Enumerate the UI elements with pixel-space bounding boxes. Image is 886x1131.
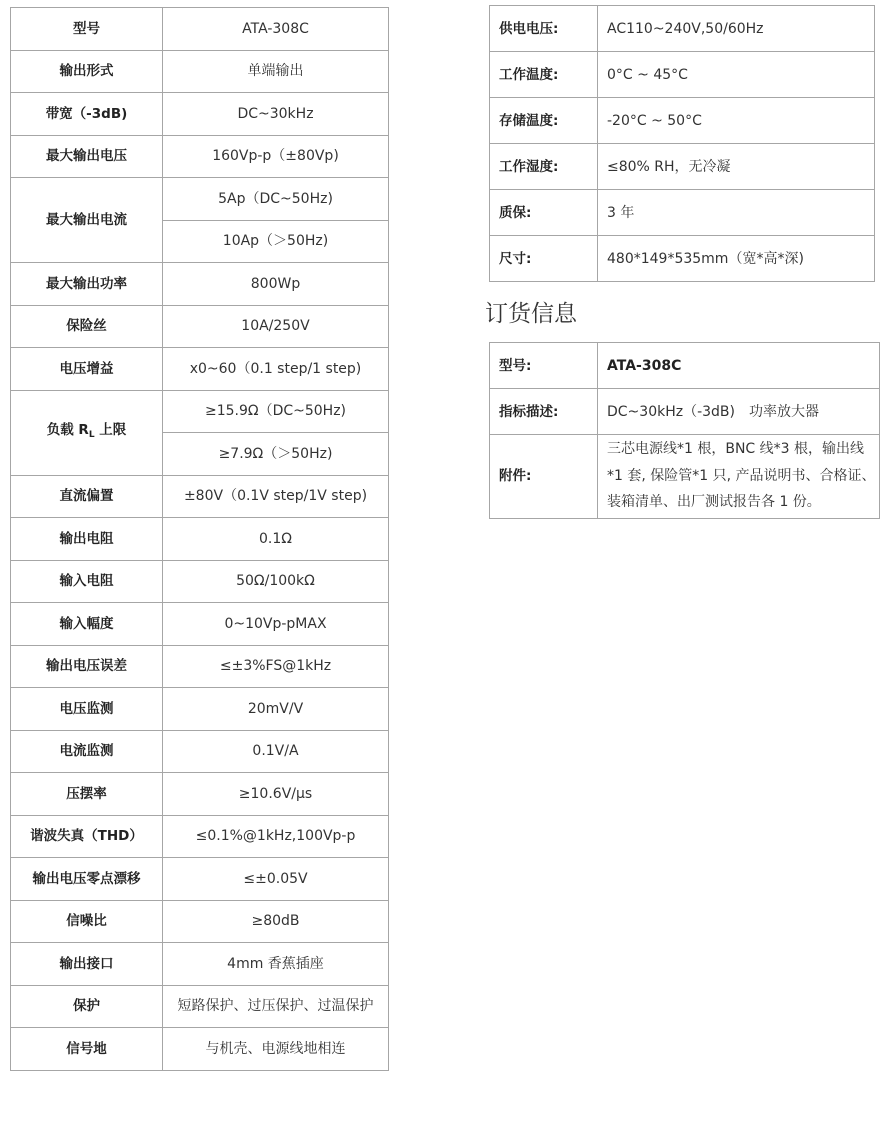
env-value: -20°C ~ 50°C: [598, 98, 875, 144]
table-row: [11, 50, 389, 93]
order-label: 附件:: [490, 435, 598, 519]
environment-table: [489, 5, 875, 282]
spec-label: 谐波失真（THD）: [11, 815, 163, 858]
table-row: [490, 236, 875, 282]
table-row: [11, 305, 389, 348]
label-subscript: L: [88, 430, 95, 440]
spec-label: 电压增益: [11, 348, 163, 391]
table-row: [11, 475, 389, 518]
env-value: AC110~240V,50/60Hz: [598, 6, 875, 52]
table-row: [11, 348, 389, 391]
table-row: [490, 435, 880, 519]
env-value: ≤80% RH，无冷凝: [598, 144, 875, 190]
table-row: [11, 1028, 389, 1071]
spec-label: 信号地: [11, 1028, 163, 1071]
spec-value: 800Wp: [163, 263, 389, 306]
env-label: 存储温度:: [490, 98, 598, 144]
spec-label: 型号: [11, 8, 163, 51]
spec-value: 单端输出: [163, 50, 389, 93]
table-row: [11, 135, 389, 178]
spec-label: 最大输出功率: [11, 263, 163, 306]
table-row: [11, 730, 389, 773]
spec-value: 160Vp-p（±80Vp): [163, 135, 389, 178]
order-value-model: ATA-308C: [598, 343, 880, 389]
spec-label: 输出电压零点漂移: [11, 858, 163, 901]
table-row: [11, 178, 389, 221]
spec-table: [10, 7, 389, 1071]
label-suffix: 上限: [94, 422, 127, 438]
table-row: [11, 518, 389, 561]
order-info-heading: 订货信息: [485, 301, 577, 327]
spec-label: 输入电阻: [11, 560, 163, 603]
table-row: [11, 645, 389, 688]
table-row: [11, 390, 389, 433]
spec-value: ≤±3%FS@1kHz: [163, 645, 389, 688]
spec-value: 20mV/V: [163, 688, 389, 731]
spec-label: 输出电压误差: [11, 645, 163, 688]
spec-value: DC~30kHz: [163, 93, 389, 136]
spec-label: 保护: [11, 985, 163, 1028]
table-row: [11, 773, 389, 816]
table-row: [11, 688, 389, 731]
env-label: 工作温度:: [490, 52, 598, 98]
table-row: [490, 190, 875, 236]
spec-value: 0.1Ω: [163, 518, 389, 561]
spec-value: ≥10.6V/μs: [163, 773, 389, 816]
spec-label: 带宽（-3dB): [11, 93, 163, 136]
spec-value: x0~60（0.1 step/1 step): [163, 348, 389, 391]
order-info-table: [489, 342, 880, 519]
spec-value: 0~10Vp-pMAX: [163, 603, 389, 646]
env-value: 480*149*535mm（宽*高*深): [598, 236, 875, 282]
spec-label: 最大输出电压: [11, 135, 163, 178]
spec-label: 压摆率: [11, 773, 163, 816]
table-row: [11, 985, 389, 1028]
table-row: [11, 263, 389, 306]
table-row: [490, 6, 875, 52]
table-row: [490, 343, 880, 389]
order-value-accessories: 三芯电源线*1 根，BNC 线*3 根，输出线*1 套, 保险管*1 只, 产品说明书、合格证、装箱清单、出厂测试报告各 1 份。: [598, 435, 880, 519]
spec-value: 5Ap（DC~50Hz): [163, 178, 389, 221]
table-row: [11, 900, 389, 943]
spec-value: 10Ap（＞50Hz): [163, 220, 389, 263]
spec-value: 与机壳、电源线地相连: [163, 1028, 389, 1071]
env-value: 0°C ~ 45°C: [598, 52, 875, 98]
order-label: 指标描述:: [490, 389, 598, 435]
spec-value: ATA-308C: [163, 8, 389, 51]
table-row: [11, 815, 389, 858]
table-row: [490, 52, 875, 98]
table-row: [11, 603, 389, 646]
env-label: 工作湿度:: [490, 144, 598, 190]
spec-label: 输入幅度: [11, 603, 163, 646]
table-row: [11, 93, 389, 136]
spec-label: 最大输出电流: [11, 178, 163, 263]
spec-label: 直流偏置: [11, 475, 163, 518]
spec-label: 输出形式: [11, 50, 163, 93]
order-value: DC~30kHz（-3dB) 功率放大器: [598, 389, 880, 435]
table-row: [11, 560, 389, 603]
spec-value: 10A/250V: [163, 305, 389, 348]
env-label: 尺寸:: [490, 236, 598, 282]
table-row: [11, 8, 389, 51]
label-prefix: 负载 R: [46, 422, 89, 438]
table-row: [11, 943, 389, 986]
spec-value: ≤±0.05V: [163, 858, 389, 901]
spec-label-load: [11, 390, 163, 475]
spec-label: 电流监测: [11, 730, 163, 773]
spec-label: 保险丝: [11, 305, 163, 348]
table-row: [490, 144, 875, 190]
table-row: [11, 858, 389, 901]
env-label: 供电电压:: [490, 6, 598, 52]
spec-label: 电压监测: [11, 688, 163, 731]
spec-value: ≥15.9Ω（DC~50Hz): [163, 390, 389, 433]
spec-value: 短路保护、过压保护、过温保护: [163, 985, 389, 1028]
env-value: 3 年: [598, 190, 875, 236]
spec-value: ±80V（0.1V step/1V step): [163, 475, 389, 518]
table-row: [490, 98, 875, 144]
spec-value: ≥80dB: [163, 900, 389, 943]
spec-label: 输出接口: [11, 943, 163, 986]
table-row: [490, 389, 880, 435]
spec-label: 信噪比: [11, 900, 163, 943]
spec-value: ≤0.1%@1kHz,100Vp-p: [163, 815, 389, 858]
env-label: 质保:: [490, 190, 598, 236]
order-label: 型号:: [490, 343, 598, 389]
spec-value: 50Ω/100kΩ: [163, 560, 389, 603]
spec-label: 输出电阻: [11, 518, 163, 561]
spec-value: 0.1V/A: [163, 730, 389, 773]
spec-value: 4mm 香蕉插座: [163, 943, 389, 986]
spec-value: ≥7.9Ω（＞50Hz): [163, 433, 389, 476]
